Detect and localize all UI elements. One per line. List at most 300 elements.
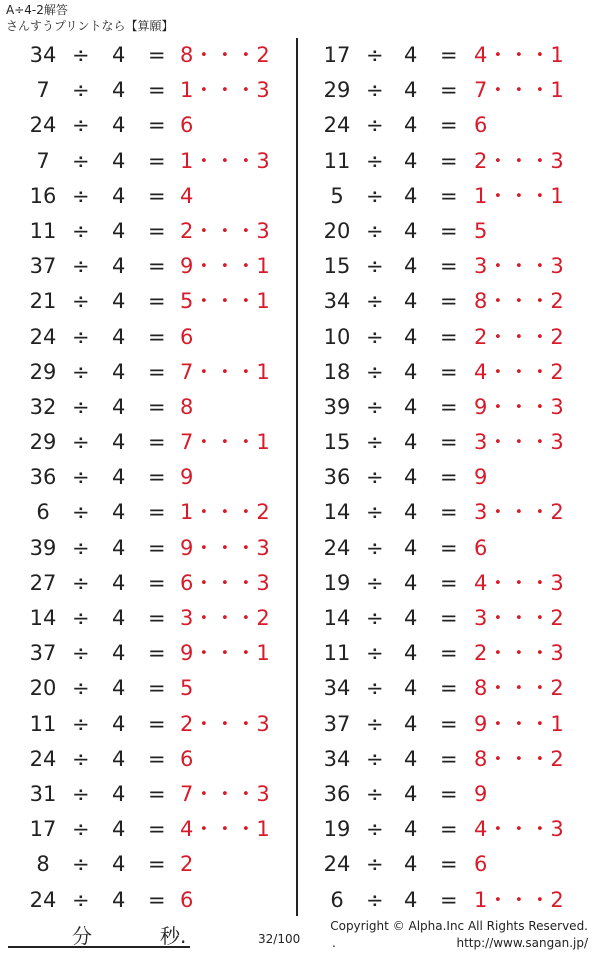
equals-sign: =: [440, 781, 458, 806]
divisor: 4: [112, 183, 126, 208]
division-sign: ÷: [366, 254, 384, 279]
problem-row: [300, 671, 600, 706]
problem-row: [0, 355, 296, 390]
divisor: 4: [404, 500, 418, 525]
problem-row: [0, 390, 296, 425]
equals-sign: =: [148, 148, 166, 173]
division-sign: ÷: [72, 746, 90, 771]
division-sign: ÷: [366, 430, 384, 455]
division-sign: ÷: [72, 113, 90, 138]
divisor: 4: [112, 324, 126, 349]
answer: 7・・・3: [180, 781, 270, 806]
answer: 4・・・1: [180, 817, 270, 842]
division-sign: ÷: [366, 43, 384, 67]
dividend: 7: [36, 148, 50, 173]
problem-row: [300, 249, 600, 284]
equals-sign: =: [148, 570, 166, 595]
equals-sign: =: [440, 500, 458, 525]
answer: 2・・・3: [180, 711, 270, 736]
problem-row: [300, 636, 600, 671]
division-sign: ÷: [72, 570, 90, 595]
division-sign: ÷: [72, 78, 90, 103]
answer: 6: [474, 852, 488, 877]
divisor: 4: [404, 606, 418, 630]
division-sign: ÷: [72, 465, 90, 490]
problem-row: [300, 777, 600, 812]
problem-row: [300, 38, 600, 73]
divisor: 4: [112, 535, 126, 560]
equals-sign: =: [440, 43, 458, 67]
problem-row: [0, 636, 296, 671]
copyright-text: Copyright © Alpha.Inc All Rights Reserved.: [330, 919, 588, 933]
answer: 5: [180, 676, 194, 701]
answer: 9・・・1: [474, 711, 564, 736]
equals-sign: =: [148, 606, 166, 630]
answer: 3・・・3: [474, 430, 564, 455]
division-sign: ÷: [366, 78, 384, 103]
problem-row: [300, 73, 600, 108]
problem-row: [300, 108, 600, 143]
worksheet-subtitle: さんすうプリントなら【算願】: [6, 19, 174, 33]
dividend: 10: [323, 324, 351, 349]
equals-sign: =: [148, 887, 166, 912]
divisor: 4: [112, 78, 126, 103]
equals-sign: =: [148, 535, 166, 560]
footer-dot: .: [332, 936, 336, 950]
problem-row: [0, 108, 296, 143]
equals-sign: =: [148, 324, 166, 349]
answer: 5: [474, 218, 488, 243]
answer: 3・・・2: [474, 500, 564, 525]
equals-sign: =: [148, 711, 166, 736]
dividend: 11: [323, 148, 351, 173]
answer: 8・・・2: [180, 43, 270, 67]
dividend: 36: [29, 465, 57, 490]
dividend: 11: [323, 641, 351, 666]
problem-row: [300, 812, 600, 847]
dividend: 14: [323, 500, 351, 525]
divisor: 4: [112, 359, 126, 384]
equals-sign: =: [440, 324, 458, 349]
dividend: 24: [29, 324, 57, 349]
answer: 9・・・3: [180, 535, 270, 560]
answer: 1・・・1: [474, 183, 564, 208]
equals-sign: =: [148, 641, 166, 666]
division-sign: ÷: [366, 641, 384, 666]
dividend: 32: [29, 394, 57, 419]
problem-row: [0, 531, 296, 566]
equals-sign: =: [148, 218, 166, 243]
dividend: 14: [29, 606, 57, 630]
equals-sign: =: [440, 113, 458, 138]
equals-sign: =: [440, 570, 458, 595]
problem-row: [300, 495, 600, 530]
dividend: 19: [323, 570, 351, 595]
divisor: 4: [112, 711, 126, 736]
division-sign: ÷: [72, 394, 90, 419]
dividend: 27: [29, 570, 57, 595]
divisor: 4: [404, 359, 418, 384]
problem-row: [0, 460, 296, 495]
division-sign: ÷: [366, 148, 384, 173]
answer: 8・・・2: [474, 676, 564, 701]
divisor: 4: [112, 641, 126, 666]
division-sign: ÷: [72, 781, 90, 806]
dividend: 20: [29, 676, 57, 701]
division-sign: ÷: [72, 852, 90, 877]
answer: 8・・・2: [474, 289, 564, 314]
divisor: 4: [112, 43, 126, 67]
division-sign: ÷: [366, 570, 384, 595]
equals-sign: =: [440, 711, 458, 736]
divisor: 4: [404, 254, 418, 279]
answer: 7・・・1: [474, 78, 564, 103]
division-sign: ÷: [72, 535, 90, 560]
answer: 6: [180, 324, 194, 349]
equals-sign: =: [440, 359, 458, 384]
problem-row: [0, 284, 296, 319]
answer: 6: [474, 535, 488, 560]
division-sign: ÷: [72, 887, 90, 912]
answer: 9: [474, 781, 488, 806]
dividend: 11: [29, 711, 57, 736]
division-sign: ÷: [366, 289, 384, 314]
divisor: 4: [112, 254, 126, 279]
equals-sign: =: [440, 254, 458, 279]
divisor: 4: [404, 535, 418, 560]
division-sign: ÷: [366, 676, 384, 701]
division-sign: ÷: [72, 711, 90, 736]
seconds-label: 秒.: [160, 924, 187, 948]
answer: 3・・・2: [474, 606, 564, 630]
divisor: 4: [112, 852, 126, 877]
problem-row: [0, 214, 296, 249]
answer: 8: [180, 394, 194, 419]
equals-sign: =: [148, 781, 166, 806]
division-sign: ÷: [366, 887, 384, 912]
problem-row: [0, 73, 296, 108]
page-number: 32/100: [258, 932, 301, 946]
divisor: 4: [404, 148, 418, 173]
site-url: http://www.sangan.jp/: [456, 936, 588, 950]
division-sign: ÷: [366, 852, 384, 877]
dividend: 5: [330, 183, 344, 208]
problem-row: [0, 495, 296, 530]
equals-sign: =: [440, 535, 458, 560]
answer: 3・・・3: [474, 254, 564, 279]
division-sign: ÷: [72, 606, 90, 630]
division-sign: ÷: [72, 254, 90, 279]
equals-sign: =: [148, 394, 166, 419]
minutes-label: 分: [72, 924, 92, 948]
answer: 9: [180, 465, 194, 490]
problem-row: [300, 707, 600, 742]
equals-sign: =: [148, 465, 166, 490]
problem-row: [300, 847, 600, 882]
divisor: 4: [112, 113, 126, 138]
problem-row: [0, 601, 296, 636]
equals-sign: =: [148, 746, 166, 771]
divisor: 4: [112, 746, 126, 771]
dividend: 24: [323, 852, 351, 877]
dividend: 39: [29, 535, 57, 560]
answer: 6: [180, 746, 194, 771]
equals-sign: =: [148, 113, 166, 138]
equals-sign: =: [440, 78, 458, 103]
problem-row: [0, 144, 296, 179]
problem-row: [0, 249, 296, 284]
worksheet-header: [6, 2, 174, 34]
equals-sign: =: [440, 887, 458, 912]
division-sign: ÷: [366, 394, 384, 419]
divisor: 4: [112, 148, 126, 173]
divisor: 4: [404, 183, 418, 208]
answer: 1・・・2: [180, 500, 270, 525]
problem-row: [0, 847, 296, 882]
division-sign: ÷: [366, 465, 384, 490]
division-sign: ÷: [366, 711, 384, 736]
equals-sign: =: [148, 43, 166, 67]
divisor: 4: [112, 430, 126, 455]
column-divider: [296, 38, 298, 916]
answer: 5・・・1: [180, 289, 270, 314]
division-sign: ÷: [366, 606, 384, 630]
equals-sign: =: [148, 676, 166, 701]
divisor: 4: [112, 500, 126, 525]
problem-row: [0, 671, 296, 706]
equals-sign: =: [148, 183, 166, 208]
problem-row: [300, 320, 600, 355]
divisor: 4: [404, 676, 418, 701]
answer: 4: [180, 183, 194, 208]
divisor: 4: [404, 817, 418, 842]
problem-row: [300, 179, 600, 214]
left-problem-column: [0, 38, 296, 918]
equals-sign: =: [440, 606, 458, 630]
time-record-line: [8, 918, 190, 948]
division-sign: ÷: [366, 359, 384, 384]
equals-sign: =: [148, 817, 166, 842]
problem-row: [300, 284, 600, 319]
equals-sign: =: [440, 641, 458, 666]
answer: 6・・・3: [180, 570, 270, 595]
dividend: 34: [323, 289, 351, 314]
answer: 4・・・1: [474, 43, 564, 67]
equals-sign: =: [440, 817, 458, 842]
problem-row: [300, 531, 600, 566]
dividend: 15: [323, 254, 351, 279]
division-sign: ÷: [72, 148, 90, 173]
divisor: 4: [112, 570, 126, 595]
problem-row: [0, 179, 296, 214]
problem-row: [0, 812, 296, 847]
dividend: 15: [323, 430, 351, 455]
dividend: 16: [29, 183, 57, 208]
equals-sign: =: [440, 430, 458, 455]
dividend: 34: [323, 746, 351, 771]
answer: 1・・・3: [180, 148, 270, 173]
dividend: 24: [29, 887, 57, 912]
problem-row: [300, 390, 600, 425]
dividend: 7: [36, 78, 50, 103]
right-problem-column: [300, 38, 600, 918]
divisor: 4: [112, 218, 126, 243]
problem-row: [300, 355, 600, 390]
equals-sign: =: [440, 394, 458, 419]
answer: 6: [474, 113, 488, 138]
divisor: 4: [112, 781, 126, 806]
divisor: 4: [112, 289, 126, 314]
equals-sign: =: [440, 676, 458, 701]
dividend: 29: [323, 78, 351, 103]
division-sign: ÷: [366, 817, 384, 842]
answer: 2・・・3: [474, 148, 564, 173]
division-sign: ÷: [366, 746, 384, 771]
dividend: 17: [323, 43, 351, 67]
equals-sign: =: [440, 183, 458, 208]
divisor: 4: [404, 711, 418, 736]
dividend: 34: [29, 43, 57, 67]
answer: 6: [180, 887, 194, 912]
division-sign: ÷: [72, 289, 90, 314]
answer: 2・・・3: [180, 218, 270, 243]
worksheet-title: A÷4-2解答: [6, 3, 68, 17]
divisor: 4: [404, 43, 418, 67]
divisor: 4: [404, 746, 418, 771]
equals-sign: =: [440, 465, 458, 490]
divisor: 4: [404, 78, 418, 103]
division-sign: ÷: [72, 324, 90, 349]
problem-row: [0, 742, 296, 777]
division-sign: ÷: [72, 218, 90, 243]
division-sign: ÷: [366, 113, 384, 138]
dividend: 24: [29, 113, 57, 138]
equals-sign: =: [148, 359, 166, 384]
division-sign: ÷: [72, 359, 90, 384]
answer: 3・・・2: [180, 606, 270, 630]
division-sign: ÷: [366, 324, 384, 349]
divisor: 4: [404, 781, 418, 806]
answer: 8・・・2: [474, 746, 564, 771]
dividend: 19: [323, 817, 351, 842]
equals-sign: =: [148, 852, 166, 877]
divisor: 4: [404, 887, 418, 912]
answer: 9・・・1: [180, 641, 270, 666]
problem-row: [300, 742, 600, 777]
divisor: 4: [112, 394, 126, 419]
equals-sign: =: [148, 289, 166, 314]
division-sign: ÷: [72, 430, 90, 455]
equals-sign: =: [440, 746, 458, 771]
problem-row: [300, 144, 600, 179]
problem-row: [300, 601, 600, 636]
answer: 6: [180, 113, 194, 138]
dividend: 18: [323, 359, 351, 384]
answer: 9・・・1: [180, 254, 270, 279]
problem-row: [0, 883, 296, 918]
equals-sign: =: [440, 289, 458, 314]
answer: 1・・・2: [474, 887, 564, 912]
divisor: 4: [404, 641, 418, 666]
dividend: 34: [323, 676, 351, 701]
dividend: 20: [323, 218, 351, 243]
problem-row: [0, 707, 296, 742]
answer: 2: [180, 852, 194, 877]
dividend: 36: [323, 465, 351, 490]
divisor: 4: [112, 606, 126, 630]
problem-row: [0, 566, 296, 601]
answer: 9: [474, 465, 488, 490]
answer: 4・・・3: [474, 570, 564, 595]
division-sign: ÷: [366, 781, 384, 806]
division-sign: ÷: [72, 676, 90, 701]
dividend: 24: [323, 535, 351, 560]
dividend: 6: [36, 500, 50, 525]
divisor: 4: [404, 113, 418, 138]
divisor: 4: [404, 218, 418, 243]
dividend: 6: [330, 887, 344, 912]
divisor: 4: [404, 394, 418, 419]
divisor: 4: [112, 676, 126, 701]
division-sign: ÷: [366, 218, 384, 243]
division-sign: ÷: [72, 500, 90, 525]
equals-sign: =: [148, 500, 166, 525]
division-sign: ÷: [366, 500, 384, 525]
dividend: 31: [29, 781, 57, 806]
equals-sign: =: [440, 148, 458, 173]
answer: 4・・・3: [474, 817, 564, 842]
problem-row: [0, 425, 296, 460]
dividend: 36: [323, 781, 351, 806]
dividend: 29: [29, 430, 57, 455]
problem-row: [0, 320, 296, 355]
division-sign: ÷: [72, 183, 90, 208]
answer: 7・・・1: [180, 359, 270, 384]
answer: 1・・・3: [180, 78, 270, 103]
equals-sign: =: [148, 254, 166, 279]
answer: 4・・・2: [474, 359, 564, 384]
problem-row: [300, 214, 600, 249]
divisor: 4: [112, 887, 126, 912]
division-sign: ÷: [366, 183, 384, 208]
divisor: 4: [404, 430, 418, 455]
dividend: 37: [323, 711, 351, 736]
copyright-block: [330, 918, 588, 952]
dividend: 24: [29, 746, 57, 771]
equals-sign: =: [440, 218, 458, 243]
divisor: 4: [404, 570, 418, 595]
dividend: 11: [29, 218, 57, 243]
problem-row: [300, 460, 600, 495]
dividend: 37: [29, 254, 57, 279]
problem-row: [300, 425, 600, 460]
dividend: 17: [29, 817, 57, 842]
divisor: 4: [404, 852, 418, 877]
equals-sign: =: [148, 78, 166, 103]
answer: 2・・・3: [474, 641, 564, 666]
division-sign: ÷: [72, 641, 90, 666]
divisor: 4: [404, 324, 418, 349]
problem-row: [0, 38, 296, 73]
dividend: 21: [29, 289, 57, 314]
dividend: 29: [29, 359, 57, 384]
divisor: 4: [112, 817, 126, 842]
division-sign: ÷: [366, 535, 384, 560]
answer: 7・・・1: [180, 430, 270, 455]
equals-sign: =: [148, 430, 166, 455]
divisor: 4: [112, 465, 126, 490]
divisor: 4: [404, 289, 418, 314]
